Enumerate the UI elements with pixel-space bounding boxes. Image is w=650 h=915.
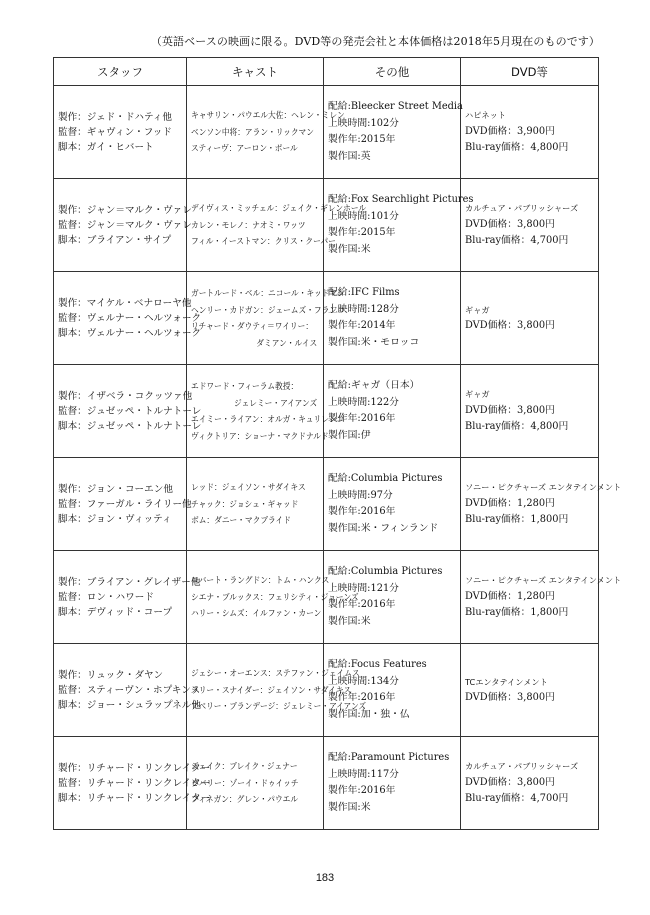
cast-line: シエナ・ブルックス：フェリシティ・ジョーンズ: [191, 591, 359, 602]
dvd-cell: [461, 551, 622, 644]
staff-line: 脚本：ジョン・ヴィッティ: [58, 513, 172, 525]
staff-cell: [54, 644, 201, 737]
staff-line: 脚本：リチャード・リンクレイター: [58, 792, 211, 804]
cast-line: デイヴィス・ミッチェル：ジェイク・ギレンホール: [191, 203, 367, 214]
cast-line: スティーヴ：アーロン・ポール: [191, 143, 298, 154]
cast-cell: [187, 272, 345, 365]
other-cell: [324, 179, 474, 272]
dvd-line: DVD価格：3,800円: [465, 776, 555, 788]
other-line: 配給:Paramount Pictures: [328, 752, 450, 763]
table-row: [54, 737, 599, 830]
staff-line: 製作：ジェド・ドハティ他: [58, 111, 172, 123]
other-cell: [324, 458, 461, 551]
dvd-cell: [461, 365, 599, 458]
table-row: [54, 644, 599, 737]
staff-line: 製作：リチャード・リンクレイター: [58, 762, 211, 774]
cast-line: フィネガン：グレン・パウエル: [191, 794, 299, 805]
other-line: 上映時間:102分: [328, 117, 399, 129]
other-line: 配給:IFC Films: [328, 287, 400, 298]
other-line: 製作年:2016年: [328, 692, 396, 703]
dvd-distributor: ハピネット: [465, 110, 506, 121]
staff-cell: [54, 365, 202, 458]
table-row: [54, 272, 599, 365]
table-row: [54, 179, 599, 272]
dvd-line: Blu-ray価格：4,800円: [465, 421, 569, 433]
price-note: （英語ベースの映画に限る。DVD等の発売会社と本体価格は2018年5月現在のものです）: [150, 35, 600, 48]
header-other: その他: [324, 58, 461, 86]
staff-line: 製作：マイケル・ベナローヤ他: [58, 297, 192, 309]
dvd-line: Blu-ray価格：1,800円: [465, 514, 569, 526]
cast-line: ボム：ダニー・マクブライド: [191, 515, 291, 526]
staff-line: 監督：ジュゼッペ・トルナトーレ: [58, 405, 202, 417]
dvd-line: DVD価格：3,900円: [465, 125, 555, 137]
cast-line: ハリー・シムズ：イルファン・カーン: [191, 608, 322, 619]
staff-line: 脚本：デヴィッド・コープ: [58, 606, 173, 618]
table-row: [54, 86, 599, 179]
cast-line: ヴィクトリア：ショーナ・マクドナルド: [191, 430, 329, 441]
other-line: 製作国:加・独・仏: [328, 708, 410, 720]
dvd-distributor: カルチュア・パブリッシャーズ: [465, 203, 579, 214]
other-line: 上映時間:101分: [328, 210, 399, 222]
header-staff: スタッフ: [54, 58, 187, 86]
staff-line: 脚本：ガイ・ヒバート: [58, 141, 154, 153]
dvd-distributor: ソニー・ピクチャーズ エンタテインメント: [465, 575, 622, 586]
dvd-distributor: ギャガ: [465, 389, 490, 400]
cast-line: ジェシー・オーエンス：ステファン・ジェイムス: [191, 668, 360, 679]
staff-cell: [54, 179, 192, 272]
dvd-line: DVD価格：3,800円: [465, 218, 555, 230]
staff-line: 製作：リュック・ダヤン: [58, 669, 164, 681]
cast-line: ヘンリー・カドガン：ジェームズ・フランコ: [191, 304, 345, 315]
other-cell: [324, 86, 461, 179]
dvd-distributor: TCエンタテインメント: [465, 676, 548, 687]
other-line: 製作国:米: [328, 615, 371, 627]
table-row: [54, 458, 599, 551]
table-row: [54, 365, 599, 458]
staff-cell: [54, 86, 187, 179]
staff-cell: [54, 551, 201, 644]
dvd-line: Blu-ray価格：4,700円: [465, 793, 569, 805]
cast-cell: [187, 365, 345, 458]
other-cell: [324, 365, 461, 458]
cast-line: ビバリー：ゾーイ・ドゥイッチ: [191, 777, 299, 788]
cast-line: レッド：ジェイソン・サダイキス: [191, 482, 306, 493]
dvd-cell: [461, 737, 599, 830]
staff-line: 製作：ブライアン・グレイザー他: [58, 576, 201, 588]
dvd-cell: [461, 272, 599, 365]
other-line: 配給:Columbia Pictures: [328, 566, 443, 577]
header-cast: キャスト: [187, 58, 324, 86]
dvd-distributor: ソニー・ピクチャーズ エンタテインメント: [465, 482, 622, 493]
other-line: 配給:Columbia Pictures: [328, 473, 443, 484]
cast-line: エドワード・フィーラム教授：: [191, 381, 299, 391]
cast-line: ダミアン・ルイス: [256, 337, 318, 348]
other-line: 製作年:2016年: [328, 785, 396, 796]
other-cell: [324, 737, 461, 830]
dvd-distributor: カルチュア・パブリッシャーズ: [465, 761, 579, 772]
cast-line: ロバート・ラングドン：トム・ハンクス: [191, 575, 330, 586]
cast-line: ジェレミー・アイアンズ: [234, 397, 318, 408]
dvd-cell: [461, 458, 622, 551]
other-line: 上映時間:122分: [328, 396, 399, 408]
other-line: 上映時間:134分: [328, 675, 399, 687]
other-line: 製作年:2016年: [328, 506, 396, 517]
other-line: 製作年:2016年: [328, 413, 396, 424]
other-line: 製作年:2015年: [328, 134, 396, 145]
staff-cell: [54, 272, 202, 365]
table-header-row: [54, 58, 599, 86]
other-line: 製作年:2014年: [328, 320, 396, 331]
cast-line: チャック：ジョシュ・ギャッド: [191, 498, 299, 509]
cast-line: ガートルード・ベル：ニコール・キッドマン: [191, 288, 345, 298]
other-cell: [324, 272, 461, 365]
cast-line: リチャード・ダウティ＝ワイリー：: [191, 321, 314, 331]
other-line: 製作国:米: [328, 243, 371, 255]
staff-line: 脚本：ジョー・シュラップネル他: [58, 699, 201, 711]
header-dvd: DVD等: [461, 58, 599, 86]
other-line: 製作国:米・モロッコ: [328, 336, 420, 348]
table-row: [54, 551, 599, 644]
staff-line: 監督：スティーヴン・ホプキンス: [58, 684, 201, 696]
cast-cell: [187, 86, 345, 179]
other-line: 配給:Focus Features: [328, 659, 427, 670]
staff-line: 監督：リチャード・リンクレイター: [58, 777, 211, 789]
dvd-line: DVD価格：3,800円: [465, 404, 555, 416]
dvd-line: Blu-ray価格：1,800円: [465, 607, 569, 619]
dvd-cell: [461, 179, 599, 272]
staff-line: 監督：ロン・ハワード: [58, 591, 154, 603]
other-line: 製作国:英: [328, 150, 371, 162]
other-line: 上映時間:128分: [328, 303, 399, 315]
staff-cell: [54, 458, 192, 551]
cast-line: フィル・イーストマン：クリス・クーパー: [191, 236, 336, 247]
cast-line: カレン・モレノ：ナオミ・ワッツ: [191, 219, 306, 230]
other-line: 上映時間:121分: [328, 582, 399, 594]
dvd-line: DVD価格：1,280円: [465, 497, 555, 509]
dvd-line: Blu-ray価格：4,700円: [465, 235, 569, 247]
other-line: 製作国:米・フィンランド: [328, 522, 439, 534]
other-line: 製作年:2016年: [328, 599, 396, 610]
page-number: 183: [315, 872, 335, 884]
staff-line: 監督：ジャン＝マルク・ヴァレ: [58, 219, 192, 231]
cast-line: キャサリン・パウエル大佐：ヘレン・ミレン: [191, 110, 345, 121]
staff-line: 脚本：ジュゼッペ・トルナトーレ: [58, 420, 202, 432]
other-line: 製作国:伊: [328, 429, 371, 441]
staff-line: 監督：ヴェルナー・ヘルツォーク: [58, 312, 202, 324]
cast-line: ジェイク：ブレイク・ジェナー: [191, 761, 298, 772]
staff-line: 脚本：ブライアン・サイプ: [58, 234, 172, 246]
staff-line: 製作：ジョン・コーエン他: [58, 483, 173, 495]
other-line: 上映時間:97分: [328, 489, 393, 501]
dvd-line: DVD価格：1,280円: [465, 590, 555, 602]
other-line: 製作国:米: [328, 801, 371, 813]
dvd-line: DVD価格：3,800円: [465, 320, 555, 331]
other-line: 配給:ギャガ（日本）: [328, 380, 420, 391]
dvd-cell: [461, 86, 599, 179]
dvd-line: Blu-ray価格：4,800円: [465, 142, 569, 154]
staff-line: 監督：ギャヴィン・フッド: [58, 126, 172, 138]
staff-line: 製作：イザベラ・コクッツァ他: [58, 390, 193, 402]
staff-line: 製作：ジャン＝マルク・ヴァレ: [58, 204, 192, 216]
other-line: 製作年:2015年: [328, 227, 396, 238]
dvd-distributor: ギャガ: [465, 304, 490, 315]
staff-cell: [54, 737, 211, 830]
dvd-cell: [461, 644, 599, 737]
staff-line: 監督：ファーガル・ライリー他: [58, 498, 192, 510]
cast-line: ラリー・スナイダー：ジェイソン・サダイキス: [191, 684, 352, 695]
staff-line: 脚本：ヴェルナー・ヘルツォーク: [58, 327, 202, 339]
film-info-table: [53, 57, 622, 830]
cast-line: エイミー・ライアン：オルガ・キュリレンコ: [191, 414, 345, 424]
cast-cell: [187, 458, 324, 551]
other-line: 配給:Fox Searchlight Pictures: [328, 194, 474, 205]
cast-line: アベリー・ブランデージ：ジェレミー・アイアンズ: [191, 701, 367, 712]
cast-line: ベンソン中将：アラン・リックマン: [191, 126, 314, 137]
cast-cell: [187, 737, 324, 830]
other-line: 上映時間:117分: [328, 768, 399, 780]
other-line: 配給:Bleecker Street Media: [328, 101, 463, 112]
dvd-line: DVD価格：3,800円: [465, 692, 555, 703]
